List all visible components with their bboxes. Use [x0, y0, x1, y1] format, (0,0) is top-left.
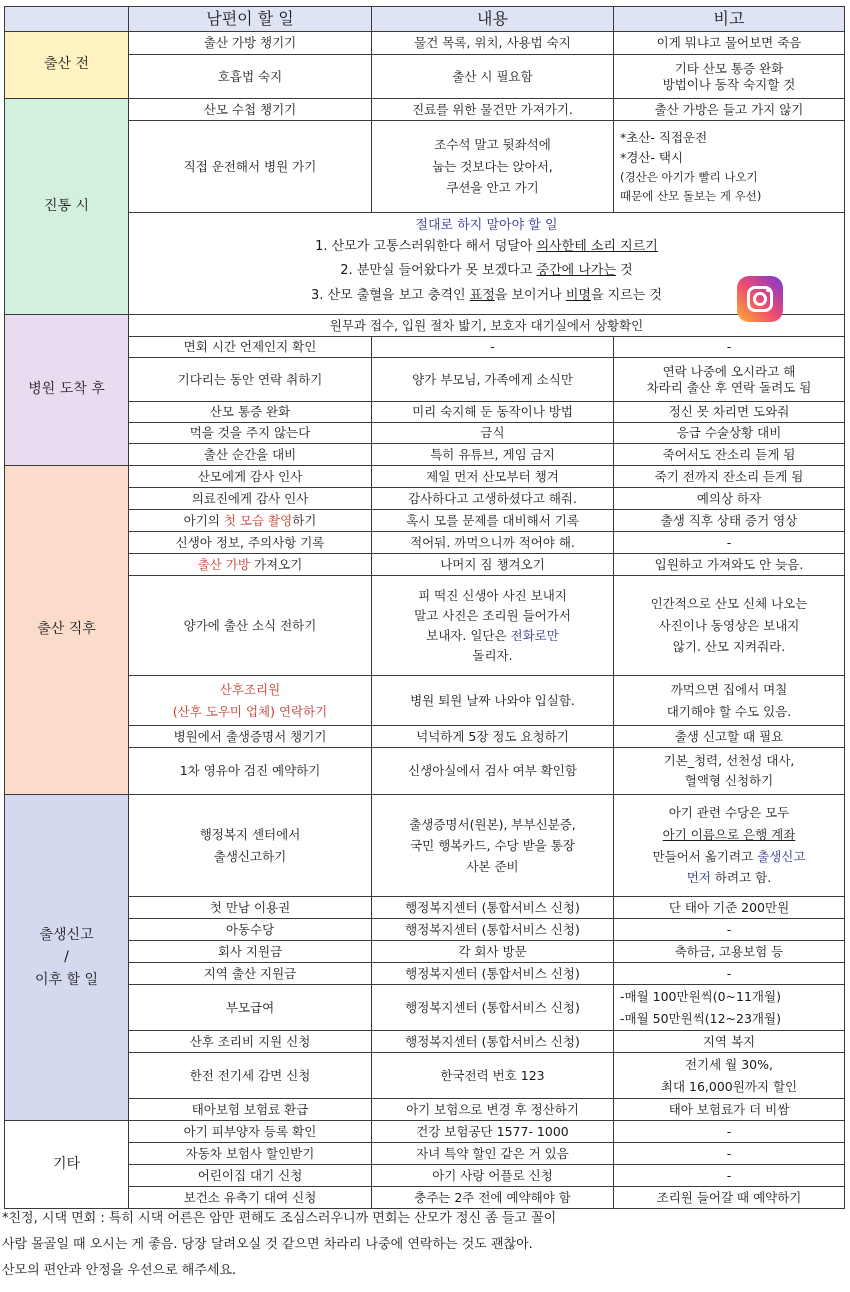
content-cell: 건강 보험공단 1577- 1000 — [372, 1121, 614, 1143]
content-line: 쿠션을 안고 가기 — [446, 180, 539, 196]
note-cell — [614, 676, 845, 726]
table-row — [5, 795, 845, 897]
note-cell: - — [614, 963, 845, 985]
note-cell: 입원하고 가져와도 안 늦음. — [614, 554, 845, 576]
task-cell: 출산 순간을 대비 — [129, 444, 372, 466]
note-line: *경산- 택시 — [620, 150, 684, 166]
content-cell: 아기 보험으로 변경 후 정산하기 — [372, 1099, 614, 1121]
content-cell: 행정복지센터 (통합서비스 신청) — [372, 985, 614, 1031]
table-row — [5, 748, 845, 795]
content-cell: 한국전력 번호 123 — [372, 1053, 614, 1099]
section-label-line: 출생신고 — [39, 926, 94, 943]
banned-text: 3. 산모 출혈을 보고 충격인 — [310, 287, 470, 303]
section-label-etc: 기타 — [5, 1121, 129, 1209]
banned-emphasis: 표정 — [469, 287, 495, 303]
note-cell — [614, 358, 845, 402]
banned-emphasis: 의사한테 소리 지르기 — [536, 238, 658, 254]
section-label-line: / — [64, 949, 69, 966]
table-row — [5, 676, 845, 726]
note-cell: 축하금, 고용보험 등 — [614, 941, 845, 963]
content-cell: 나머지 짐 챙겨오기 — [372, 554, 614, 576]
note-line: 방법이나 동작 숙지할 것 — [662, 76, 796, 92]
task-cell: 산모 통증 완화 — [129, 402, 372, 423]
task-text: 가져오기 — [250, 556, 303, 572]
banned-emphasis: 비명 — [565, 287, 591, 303]
section-label-line: 이후 할 일 — [35, 971, 98, 988]
banned-text: 을 보이거나 — [494, 287, 566, 303]
table-row — [5, 726, 845, 748]
task-cell: 어린이집 대기 신청 — [129, 1165, 372, 1187]
content-highlight: 전화로만 — [510, 627, 559, 643]
note-line: 까먹으면 집에서 며칠 — [670, 682, 788, 698]
table-row — [5, 1053, 845, 1099]
note-line — [616, 846, 842, 868]
header-content: 내용 — [372, 7, 614, 32]
note-cell: 단 태아 기준 200만원 — [614, 897, 845, 919]
table-row — [5, 1031, 845, 1053]
note-cell: 지역 복지 — [614, 1031, 845, 1053]
table-row — [5, 315, 845, 337]
content-cell: 넉넉하게 5장 정도 요청하기 — [372, 726, 614, 748]
note-text: 하려고 함. — [710, 870, 772, 886]
instagram-icon-lens — [753, 292, 767, 306]
section-label-arrival: 병원 도착 후 — [5, 315, 129, 466]
content-line: 피 떡진 신생아 사진 보내지 — [418, 587, 567, 603]
task-line: 출생신고하기 — [213, 848, 287, 864]
task-cell: 자동차 보험사 할인받기 — [129, 1143, 372, 1165]
note-highlight: 출생신고 — [757, 848, 806, 864]
note-cell — [614, 985, 845, 1031]
content-line: 말고 사진은 조리원 들어가서 — [414, 607, 571, 623]
task-cell: 신생아 정보, 주의사항 기록 — [129, 532, 372, 554]
content-cell: 행정복지센터 (통합서비스 신청) — [372, 963, 614, 985]
note-line: 기타 산모 통증 완화 — [674, 60, 784, 76]
task-cell: 한전 전기세 감면 신청 — [129, 1053, 372, 1099]
note-line: 때문에 산모 돌보는 게 우선) — [620, 188, 762, 203]
task-cell — [129, 554, 372, 576]
table-row — [5, 532, 845, 554]
table-row — [5, 337, 845, 358]
footnote-line: 사람 몰골일 때 오시는 게 좋음. 당장 달려오실 것 같으면 차라리 나중에 연락하는 것도 괜찮아. — [2, 1237, 533, 1252]
content-line: 사본 준비 — [466, 859, 519, 875]
content-cell — [372, 795, 614, 897]
table-row — [5, 358, 845, 402]
note-cell — [614, 795, 845, 897]
corner-cell — [5, 7, 129, 32]
task-highlight: 출산 가방 — [197, 556, 250, 572]
note-cell: - — [614, 1165, 845, 1187]
note-cell: 조리원 들어갈 때 예약하기 — [614, 1187, 845, 1209]
task-cell — [129, 795, 372, 897]
content-text: 보내자. 일단은 — [426, 627, 511, 643]
note-line: *초산- 직접운전 — [620, 130, 708, 146]
note-cell: 예의상 하자 — [614, 488, 845, 510]
task-cell: 회사 지원금 — [129, 941, 372, 963]
task-cell: 호흡법 숙지 — [129, 55, 372, 99]
table-row — [5, 1121, 845, 1143]
task-cell: 산모에게 감사 인사 — [129, 466, 372, 488]
note-line: 사진이나 동영상은 보내지 — [658, 617, 800, 633]
note-cell: 출생 신고할 때 필요 — [614, 726, 845, 748]
content-cell: 감사하다고 고생하셨다고 해줘. — [372, 488, 614, 510]
content-cell — [372, 576, 614, 676]
task-cell: 첫 만남 이용권 — [129, 897, 372, 919]
table-row — [5, 99, 845, 121]
footnote-line: 산모의 편안과 안정을 우선으로 해주세요. — [2, 1263, 237, 1278]
task-cell: 부모급여 — [129, 985, 372, 1031]
task-line: 산후조리원 — [219, 681, 281, 697]
footnote — [2, 1206, 842, 1284]
task-cell: 보건소 유축기 대여 신청 — [129, 1187, 372, 1209]
content-line: 조수석 말고 뒷좌석에 — [434, 136, 551, 152]
note-line: 최대 16,000원까지 할인 — [660, 1078, 798, 1094]
section-label-labor: 진통 시 — [5, 99, 129, 315]
table-row — [5, 510, 845, 532]
task-cell: 병원에서 출생증명서 챙기기 — [129, 726, 372, 748]
content-cell: 특히 유튜브, 게임 금지 — [372, 444, 614, 466]
instagram-icon — [737, 276, 783, 322]
task-cell — [129, 510, 372, 532]
content-cell: 병원 퇴원 날짜 나와야 입실함. — [372, 676, 614, 726]
task-text: 아기의 — [183, 512, 224, 528]
section-label-after-birth: 출산 직후 — [5, 466, 129, 795]
task-cell: 먹을 것을 주지 않는다 — [129, 423, 372, 444]
header-row — [5, 7, 845, 32]
content-cell: 진료를 위한 물건만 가져가기. — [372, 99, 614, 121]
footnote-line: *친정, 시댁 면회 : 특히 시댁 어른은 암만 편해도 조심스러우니까 면회는 산모가 정신 좀 들고 꼴이 — [2, 1211, 557, 1226]
content-cell: 자녀 특약 할인 같은 거 있음 — [372, 1143, 614, 1165]
note-cell: - — [614, 1143, 845, 1165]
content-cell: 행정복지센터 (통합서비스 신청) — [372, 1031, 614, 1053]
table-row — [5, 121, 845, 213]
banned-text: 2. 분만실 들어왔다가 못 보겠다고 — [340, 263, 537, 279]
content-cell: 물건 목록, 위치, 사용법 숙지 — [372, 32, 614, 55]
content-line: 돌리자. — [472, 647, 513, 663]
note-cell: - — [614, 532, 845, 554]
content-cell: 미리 숙지해 둔 동작이나 방법 — [372, 402, 614, 423]
task-cell: 산모 수첩 챙기기 — [129, 99, 372, 121]
task-line: 행정복지 센터에서 — [199, 827, 301, 843]
note-cell — [614, 121, 845, 213]
section-label-registration — [5, 795, 129, 1121]
task-cell: 아동수당 — [129, 919, 372, 941]
content-cell: 행정복지센터 (통합서비스 신청) — [372, 897, 614, 919]
table-row — [5, 1099, 845, 1121]
note-cell — [614, 1053, 845, 1099]
banned-emphasis: 중간에 나가는 — [536, 263, 617, 279]
content-cell: 충주는 2주 전에 예약해야 함 — [372, 1187, 614, 1209]
task-cell: 직접 운전해서 병원 가기 — [129, 121, 372, 213]
banned-item — [131, 259, 842, 284]
instagram-icon-dot — [766, 288, 770, 292]
note-cell: 출산 가방은 들고 가지 않기 — [614, 99, 845, 121]
note-line: 혈액형 신청하기 — [684, 773, 774, 788]
note-line: 기본_청력, 선천성 대사, — [663, 753, 795, 768]
content-cell: 금식 — [372, 423, 614, 444]
note-cell: 태아 보험료가 더 비쌈 — [614, 1099, 845, 1121]
note-line: 인간적으로 산모 신체 나오는 — [650, 595, 808, 611]
note-cell — [614, 748, 845, 795]
note-line: -매월 50만원씩(12~23개월) — [620, 1010, 781, 1026]
task-cell: 태아보험 보험료 환급 — [129, 1099, 372, 1121]
table-row — [5, 576, 845, 676]
note-line: -매월 100만원씩(0~11개월) — [620, 989, 781, 1005]
task-cell: 의료진에게 감사 인사 — [129, 488, 372, 510]
content-line: 국민 행복카드, 수당 받을 통장 — [410, 837, 575, 853]
note-cell — [614, 576, 845, 676]
note-cell: - — [614, 919, 845, 941]
section-label-before: 출산 전 — [5, 32, 129, 99]
note-line: 아기 관련 수당은 모두 — [668, 804, 790, 820]
table-row — [5, 941, 845, 963]
task-cell: 기다리는 동안 연락 취하기 — [129, 358, 372, 402]
note-highlight: 먼저 — [686, 870, 711, 886]
banned-text: 을 지르는 것 — [590, 287, 663, 303]
content-cell: 행정복지센터 (통합서비스 신청) — [372, 919, 614, 941]
task-cell: 산후 조리비 지원 신청 — [129, 1031, 372, 1053]
note-line: 않기. 산모 지켜줘라. — [672, 639, 786, 655]
task-cell: 출산 가방 챙기기 — [129, 32, 372, 55]
checklist-table — [4, 6, 845, 1209]
table-row — [5, 213, 845, 315]
banned-text: 것 — [616, 263, 633, 279]
note-line: (경산은 아기가 빨리 나오기 — [620, 170, 758, 185]
note-cell: 출생 직후 상태 증거 영상 — [614, 510, 845, 532]
content-cell: 아기 사랑 어플로 신청 — [372, 1165, 614, 1187]
note-cell: 정신 못 차리면 도와줘 — [614, 402, 845, 423]
note-cell: 죽기 전까지 잔소리 듣게 됨 — [614, 466, 845, 488]
banned-item — [131, 235, 842, 260]
banned-text: 1. 산모가 고통스러워한다 해서 덩달아 — [315, 238, 537, 254]
content-cell: 출산 시 필요함 — [372, 55, 614, 99]
note-line: 차라리 출산 후 연락 돌려도 됨 — [646, 379, 812, 395]
content-line — [374, 626, 611, 646]
content-cell: 각 회사 방문 — [372, 941, 614, 963]
note-cell — [614, 55, 845, 99]
table-row — [5, 985, 845, 1031]
table-row — [5, 466, 845, 488]
note-cell: 죽어서도 잔소리 듣게 됨 — [614, 444, 845, 466]
note-cell: - — [614, 337, 845, 358]
table-row — [5, 1143, 845, 1165]
content-cell: 혹시 모를 문제를 대비해서 기록 — [372, 510, 614, 532]
table-row — [5, 55, 845, 99]
table-row — [5, 444, 845, 466]
task-cell: 지역 출산 지원금 — [129, 963, 372, 985]
table-row — [5, 402, 845, 423]
table-row — [5, 554, 845, 576]
content-cell: - — [372, 337, 614, 358]
note-line: 전기세 월 30%, — [684, 1057, 773, 1073]
content-cell: 제일 먼저 산모부터 챙겨 — [372, 466, 614, 488]
task-highlight: 첫 모습 촬영 — [223, 512, 293, 528]
table-row — [5, 919, 845, 941]
task-cell — [129, 676, 372, 726]
note-cell: - — [614, 1121, 845, 1143]
header-task: 남편이 할 일 — [129, 7, 372, 32]
note-cell: 이게 뭐냐고 물어보면 죽음 — [614, 32, 845, 55]
note-cell: 응급 수술상황 대비 — [614, 423, 845, 444]
content-cell: 양가 부모님, 가족에게 소식만 — [372, 358, 614, 402]
task-cell: 아기 피부양자 등록 확인 — [129, 1121, 372, 1143]
task-text: 하기 — [292, 512, 317, 528]
table-row — [5, 897, 845, 919]
banned-item — [131, 284, 842, 309]
note-line — [616, 867, 842, 889]
content-cell — [372, 121, 614, 213]
table-row — [5, 1165, 845, 1187]
table-row — [5, 423, 845, 444]
task-cell: 면회 시간 언제인지 확인 — [129, 337, 372, 358]
banned-title: 절대로 하지 말아야 할 일 — [415, 218, 558, 234]
content-cell: 적어둬. 까먹으니까 적어야 해. — [372, 532, 614, 554]
task-cell: 1차 영유아 검진 예약하기 — [129, 748, 372, 795]
note-line: 대기해야 할 수도 있음. — [666, 703, 792, 719]
note-line: 아기 이름으로 은행 계좌 — [662, 826, 796, 842]
table-row — [5, 32, 845, 55]
task-line: (산후 도우미 업체) 연락하기 — [172, 703, 328, 719]
content-line: 출생증명서(원본), 부부신분증, — [409, 816, 576, 832]
note-line: 연락 나중에 오시라고 해 — [662, 363, 796, 379]
table-row — [5, 963, 845, 985]
task-cell: 양가에 출산 소식 전하기 — [129, 576, 372, 676]
table-row — [5, 488, 845, 510]
content-cell: 신생아실에서 검사 여부 확인함 — [372, 748, 614, 795]
header-note: 비고 — [614, 7, 845, 32]
content-cell: 원무과 접수, 입원 절차 밟기, 보호자 대기실에서 상황확인 — [129, 315, 845, 337]
note-text: 만들어서 옮기려고 — [652, 848, 758, 864]
content-line: 눕는 것보다는 앉아서, — [432, 158, 553, 174]
